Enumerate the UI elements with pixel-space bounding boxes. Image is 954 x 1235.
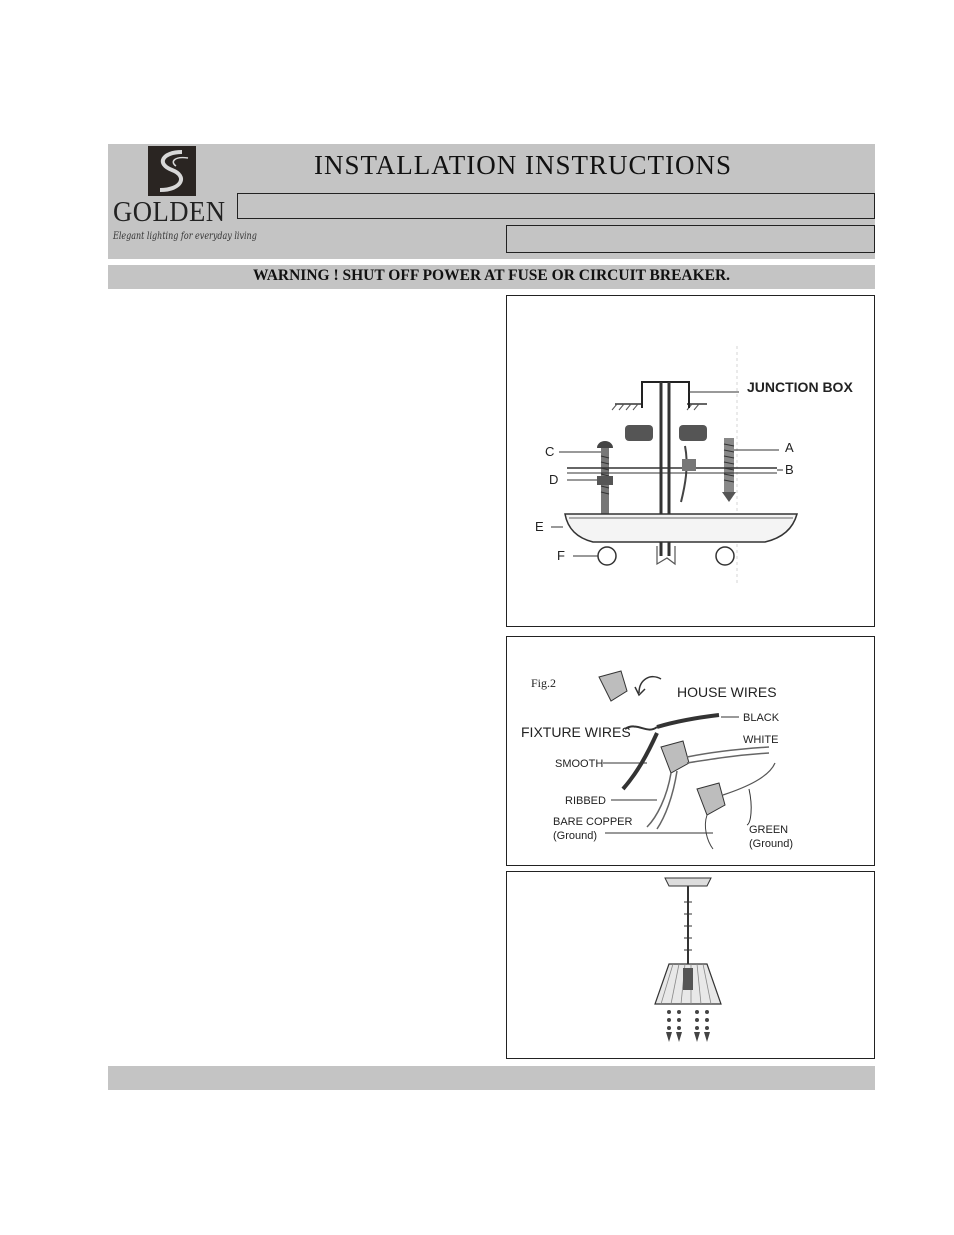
brand-tagline: Elegant lighting for everyday living bbox=[113, 231, 257, 242]
label-white: WHITE bbox=[743, 734, 779, 746]
label-black: BLACK bbox=[743, 712, 780, 724]
label-d: D bbox=[549, 472, 559, 487]
label-b: B bbox=[785, 462, 794, 477]
figure-1-box bbox=[506, 295, 875, 627]
figure-2-caption: Fig.2 bbox=[531, 676, 557, 690]
label-e: E bbox=[535, 519, 544, 534]
label-f: F bbox=[557, 548, 565, 563]
footer-band bbox=[108, 1066, 875, 1090]
document-title: INSTALLATION INSTRUCTIONS bbox=[313, 150, 733, 180]
label-bare-copper: BARE COPPER bbox=[553, 816, 633, 828]
model-number-field bbox=[237, 193, 875, 219]
label-junction-box: JUNCTION BOX bbox=[747, 379, 853, 395]
warning-text: WARNING ! SHUT OFF POWER AT FUSE OR CIRCUIT BREAKER. bbox=[252, 267, 731, 284]
mounting-diagram bbox=[507, 296, 874, 626]
label-house-wires: HOUSE WIRES bbox=[677, 684, 777, 700]
golden-logo-icon bbox=[148, 146, 196, 196]
brand-name: GOLDEN bbox=[113, 196, 226, 228]
label-bare-copper-ground: (Ground) bbox=[553, 830, 598, 842]
label-smooth: SMOOTH bbox=[555, 758, 604, 770]
label-c: C bbox=[545, 444, 555, 459]
figure-3-box bbox=[506, 871, 875, 1059]
label-a: A bbox=[785, 440, 794, 455]
item-number-field bbox=[506, 225, 875, 253]
label-green: GREEN bbox=[749, 824, 789, 836]
label-ribbed: RIBBED bbox=[565, 795, 606, 807]
label-fixture-wires: FIXTURE WIRES bbox=[521, 724, 631, 740]
label-green-ground: (Ground) bbox=[749, 838, 794, 850]
wiring-diagram bbox=[507, 637, 874, 865]
fixture-illustration bbox=[507, 872, 874, 1058]
figure-2-box bbox=[506, 636, 875, 866]
